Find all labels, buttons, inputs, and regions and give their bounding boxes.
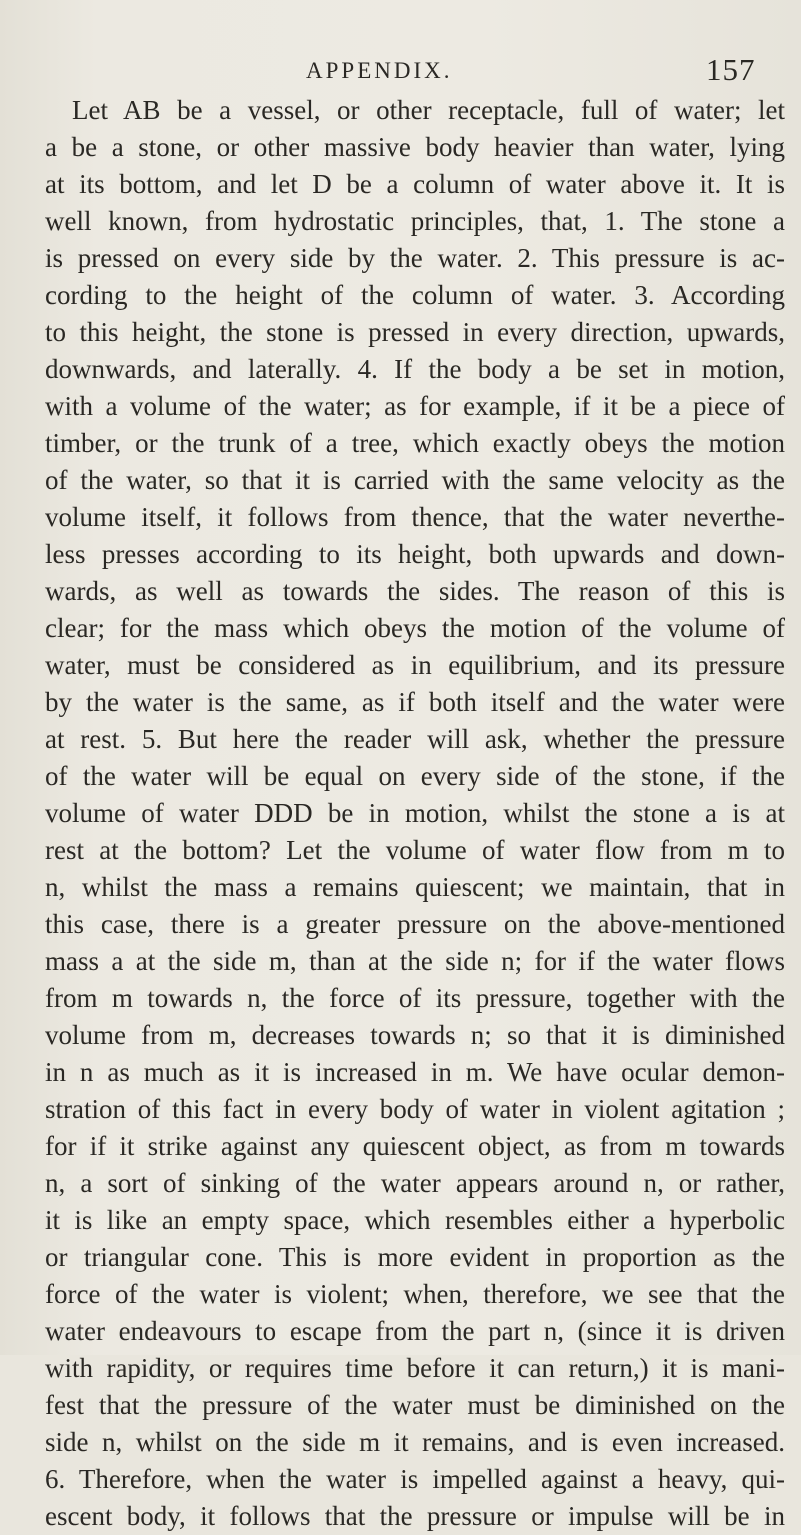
body-paragraph [45, 92, 785, 1535]
text-line: from m towards n, the force of its pressure, together with the [45, 983, 785, 1013]
text-line: 6. Therefore, when the water is impelled against a heavy, qui- [45, 1464, 785, 1494]
text-line: of the water, so that it is carried with the same velocity as the [45, 465, 785, 495]
text-line: escent body, it follows that the pressure or impulse will be in [45, 1501, 785, 1531]
running-head [0, 52, 801, 86]
text-line: with rapidity, or requires time before it can return,) it is mani- [45, 1353, 785, 1383]
text-line: or triangular cone. This is more evident in proportion as the [45, 1242, 785, 1272]
text-line: volume from m, decreases towards n; so that it is diminished [45, 1020, 785, 1050]
text-line: clear; for the mass which obeys the motion of the volume of [45, 613, 785, 643]
text-line: timber, or the trunk of a tree, which exactly obeys the motion [45, 428, 785, 458]
text-line: this case, there is a greater pressure on the above-mentioned [45, 909, 785, 939]
text-line: side n, whilst on the side m it remains, and is even increased. [45, 1427, 785, 1457]
text-line: less presses according to its height, both upwards and down- [45, 539, 785, 569]
text-line: well known, from hydrostatic principles, that, 1. The stone a [45, 206, 785, 236]
text-line: for if it strike against any quiescent object, as from m towards [45, 1131, 785, 1161]
text-line: with a volume of the water; as for example, if it be a piece of [45, 391, 785, 421]
text-line: at rest. 5. But here the reader will ask, whether the pressure [45, 724, 785, 754]
text-line: downwards, and laterally. 4. If the body a be set in motion, [45, 354, 785, 384]
text-line: water endeavours to escape from the part n, (since it is driven [45, 1316, 785, 1346]
page-number: 157 [706, 52, 756, 87]
text-line: volume of water DDD be in motion, whilst the stone a is at [45, 798, 785, 828]
text-line: a be a stone, or other massive body heavier than water, lying [45, 132, 785, 162]
text-line: n, whilst the mass a remains quiescent; we maintain, that in [45, 872, 785, 902]
text-line: it is like an empty space, which resembles either a hyperbolic [45, 1205, 785, 1235]
text-line: water, must be considered as in equilibrium, and its pressure [45, 650, 785, 680]
text-line: at its bottom, and let D be a column of water above it. It is [45, 169, 785, 199]
text-line: in n as much as it is increased in m. We have ocular demon- [45, 1057, 785, 1087]
text-line: by the water is the same, as if both itself and the water were [45, 687, 785, 717]
text-line: fest that the pressure of the water must be diminished on the [45, 1390, 785, 1420]
text-line: volume itself, it follows from thence, that the water neverthe- [45, 502, 785, 532]
text-line: wards, as well as towards the sides. The reason of this is [45, 576, 785, 606]
text-line: is pressed on every side by the water. 2. This pressure is ac- [45, 243, 785, 273]
text-line: n, a sort of sinking of the water appears around n, or rather, [45, 1168, 785, 1198]
text-line: force of the water is violent; when, therefore, we see that the [45, 1279, 785, 1309]
text-line: Let AB be a vessel, or other receptacle, full of water; let [72, 95, 785, 125]
text-line: to this height, the stone is pressed in every direction, upwards, [45, 317, 785, 347]
running-head-title: APPENDIX. [306, 58, 453, 83]
text-line: of the water will be equal on every side of the stone, if the [45, 761, 785, 791]
text-line: cording to the height of the column of water. 3. According [45, 280, 785, 310]
text-line: stration of this fact in every body of water in violent agitation ; [45, 1094, 785, 1124]
text-line: mass a at the side m, than at the side n; for if the water flows [45, 946, 785, 976]
text-line: rest at the bottom? Let the volume of water flow from m to [45, 835, 785, 865]
